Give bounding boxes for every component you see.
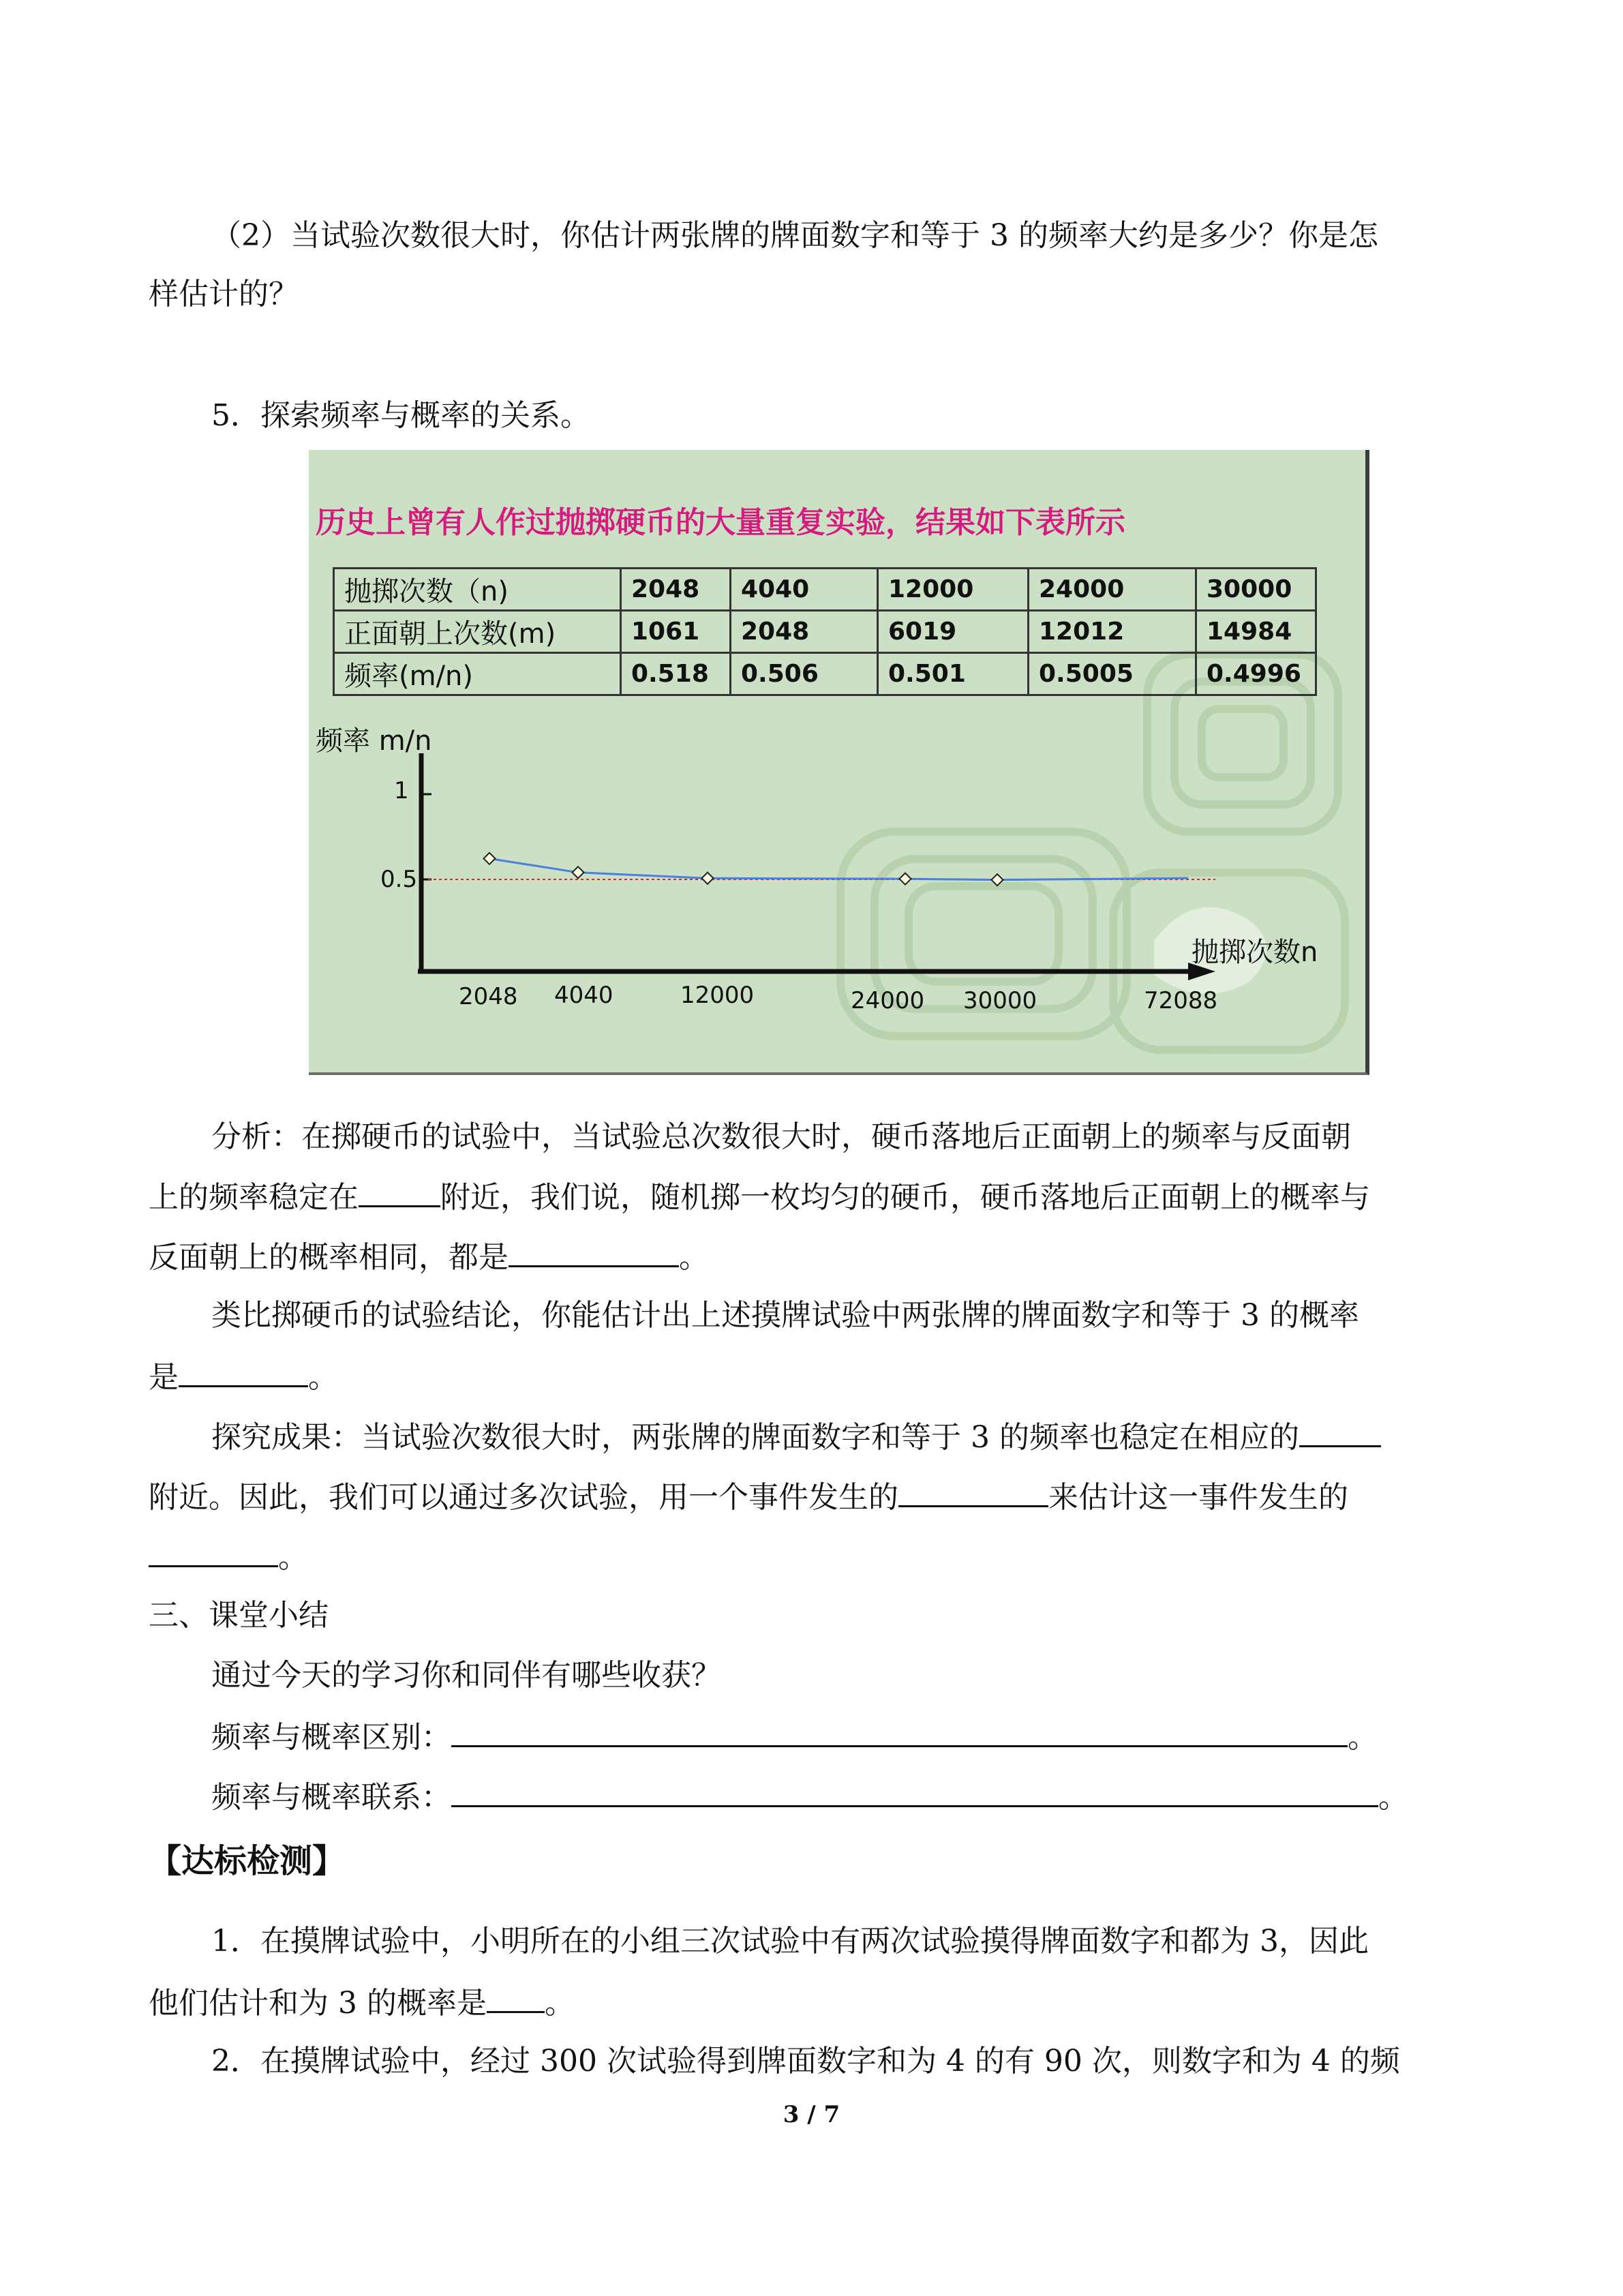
data-point bbox=[702, 873, 714, 884]
series-line bbox=[489, 858, 1188, 879]
text-span: 。 bbox=[1378, 1780, 1408, 1815]
analogy-line-2 bbox=[149, 1355, 338, 1398]
fill-blank[interactable] bbox=[898, 1475, 1048, 1507]
page-number: 3 / 7 bbox=[783, 2101, 840, 2128]
x-tick-label: 12000 bbox=[680, 982, 755, 1009]
coin-toss-figure bbox=[309, 450, 1369, 1075]
section-5-heading: 5．探索频率与概率的关系。 bbox=[211, 398, 590, 433]
summary-heading: 三、课堂小结 bbox=[149, 1598, 329, 1633]
x-tick-label: 30000 bbox=[963, 987, 1037, 1014]
table-cell: 6019 bbox=[878, 611, 1029, 653]
frequency-line-chart bbox=[309, 450, 1365, 1072]
row-label: 抛掷次数（n) bbox=[334, 569, 621, 611]
fill-blank[interactable] bbox=[359, 1175, 440, 1207]
text-span: 频率与概率联系： bbox=[211, 1780, 451, 1815]
data-point bbox=[900, 873, 911, 885]
y-tick-label: 1 bbox=[394, 777, 409, 804]
text-span: 探究成果：当试验次数很大时，两张牌的牌面数字和等于 3 的频率也稳定在相应的 bbox=[211, 1420, 1299, 1455]
table-cell: 0.5005 bbox=[1029, 653, 1196, 695]
table-cell: 30000 bbox=[1196, 569, 1316, 611]
row-label: 正面朝上次数(m) bbox=[334, 611, 621, 653]
table-cell: 0.518 bbox=[621, 653, 731, 695]
text-span: 来估计这一事件发生的 bbox=[1048, 1480, 1348, 1515]
y-axis-label: 频率 m/n bbox=[316, 725, 432, 757]
question-2-line-1: （2）当试验次数很大时，你估计两张牌的牌面数字和等于 3 的频率大约是多少？你是怎 bbox=[211, 218, 1378, 253]
table-cell: 1061 bbox=[621, 611, 731, 653]
test-q1-line-1: 1．在摸牌试验中，小明所在的小组三次试验中有两次试验摸得牌面数字和都为 3，因此 bbox=[211, 1924, 1369, 1959]
question-2-line-2: 样估计的？ bbox=[149, 277, 299, 312]
x-axis-arrow bbox=[1188, 963, 1215, 980]
fill-blank[interactable] bbox=[179, 1355, 308, 1387]
fill-blank[interactable] bbox=[1299, 1415, 1381, 1447]
test-q2-line-1: 2．在摸牌试验中，经过 300 次试验得到牌面数字和为 4 的有 90 次，则数字和为 4 的频 bbox=[211, 2044, 1400, 2079]
text-span: 他们估计和为 3 的概率是 bbox=[149, 1986, 487, 2021]
result-line-1 bbox=[211, 1415, 1381, 1458]
table-cell: 12000 bbox=[878, 569, 1029, 611]
summary-connection-line bbox=[211, 1775, 1408, 1818]
fill-blank[interactable] bbox=[487, 1981, 545, 2013]
text-span: 。 bbox=[1348, 1720, 1378, 1755]
fill-blank[interactable] bbox=[451, 1775, 1378, 1807]
table-cell: 4040 bbox=[731, 569, 878, 611]
table-cell: 12012 bbox=[1029, 611, 1196, 653]
analysis-line-1: 分析：在掷硬币的试验中，当试验总次数很大时，硬币落地后正面朝上的频率与反面朝 bbox=[211, 1119, 1351, 1154]
table-cell: 24000 bbox=[1029, 569, 1196, 611]
text-span: 。 bbox=[679, 1240, 709, 1275]
table-cell: 2048 bbox=[731, 611, 878, 653]
text-span: 。 bbox=[308, 1360, 338, 1395]
test-heading: 【达标检测】 bbox=[149, 1842, 346, 1880]
figure-title: 历史上曾有人作过抛掷硬币的大量重复实验，结果如下表所示 bbox=[316, 505, 1125, 540]
fill-blank[interactable] bbox=[509, 1235, 679, 1267]
data-point bbox=[484, 853, 496, 864]
text-span: 。 bbox=[278, 1540, 308, 1575]
text-span: 附近，我们说，随机掷一枚均匀的硬币，硬币落地后正面朝上的概率与 bbox=[440, 1180, 1370, 1215]
table-cell: 14984 bbox=[1196, 611, 1316, 653]
data-point bbox=[573, 866, 584, 878]
data-point bbox=[992, 874, 1003, 886]
x-tick-label: 72088 bbox=[1144, 987, 1218, 1014]
fill-blank[interactable] bbox=[451, 1715, 1348, 1747]
text-span: 频率与概率区别： bbox=[211, 1720, 451, 1755]
text-span: 是 bbox=[149, 1360, 179, 1395]
x-tick-label: 4040 bbox=[554, 982, 613, 1009]
text-span: 。 bbox=[544, 1986, 575, 2021]
result-line-2 bbox=[149, 1475, 1348, 1518]
x-tick-label: 24000 bbox=[851, 987, 925, 1014]
analysis-line-3 bbox=[149, 1235, 709, 1278]
result-line-3 bbox=[149, 1535, 308, 1578]
fill-blank[interactable] bbox=[149, 1535, 278, 1567]
analysis-line-2 bbox=[149, 1175, 1370, 1218]
analogy-line-1: 类比掷硬币的试验结论，你能估计出上述摸牌试验中两张牌的牌面数字和等于 3 的概率 bbox=[211, 1298, 1359, 1333]
table-cell: 0.4996 bbox=[1196, 653, 1316, 695]
text-span: 反面朝上的概率相同，都是 bbox=[149, 1240, 509, 1275]
summary-difference-line bbox=[211, 1715, 1378, 1758]
x-axis-label: 抛掷次数n bbox=[1192, 937, 1318, 968]
table-cell: 2048 bbox=[621, 569, 731, 611]
x-tick-label: 2048 bbox=[459, 983, 518, 1010]
row-label: 频率(m/n) bbox=[334, 653, 621, 695]
text-span: 附近。因此，我们可以通过多次试验，用一个事件发生的 bbox=[149, 1480, 898, 1515]
test-q1-line-2 bbox=[149, 1981, 575, 2024]
y-tick-label: 0.5 bbox=[380, 866, 418, 893]
table-cell: 0.501 bbox=[878, 653, 1029, 695]
table-cell: 0.506 bbox=[731, 653, 878, 695]
text-span: 上的频率稳定在 bbox=[149, 1180, 359, 1215]
summary-prompt: 通过今天的学习你和同伴有哪些收获？ bbox=[211, 1658, 721, 1693]
